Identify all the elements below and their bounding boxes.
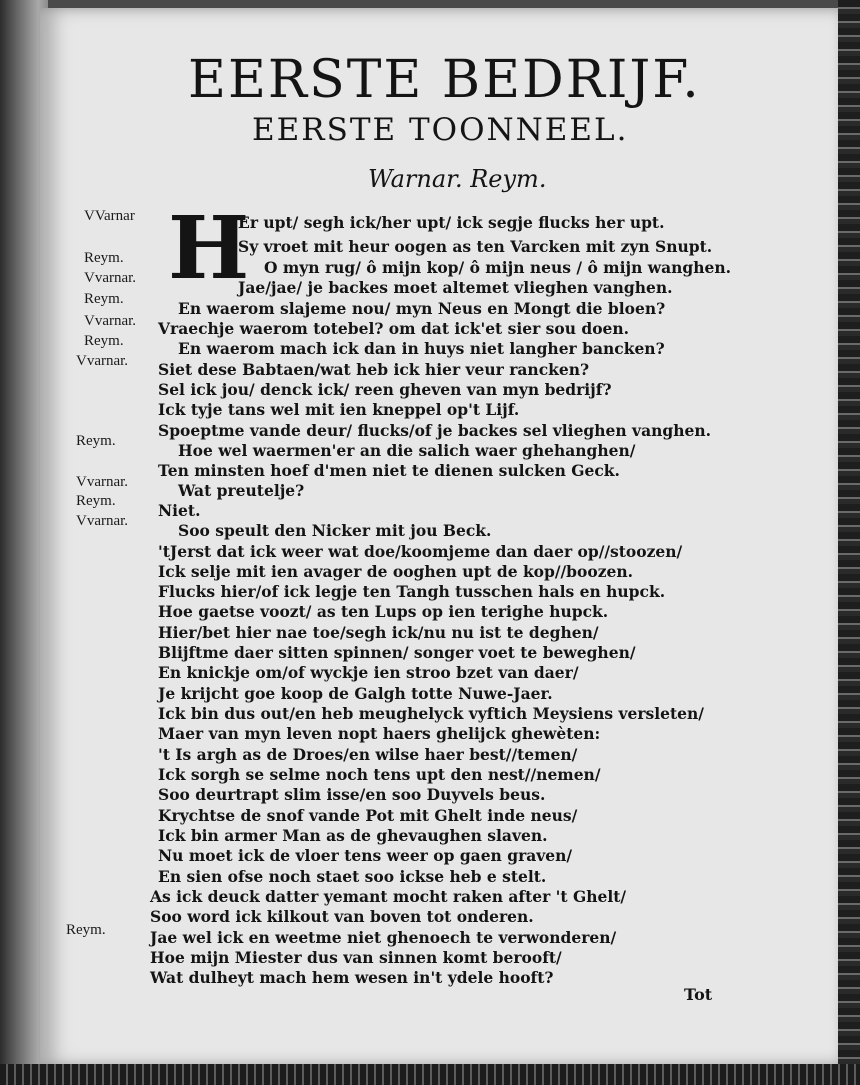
verse-line: Siet dese Babtaen/wat heb ick hier veur rancken? — [158, 360, 590, 379]
speaker-label: Vvarnar. — [76, 353, 129, 369]
speaker-label: Reym. — [84, 333, 124, 349]
act-title: EERSTE BEDRIJF. — [188, 50, 701, 110]
speaker-label: Reym. — [66, 922, 106, 938]
verse-line: Ick selje mit ien avager de ooghen upt de kop//boozen. — [158, 562, 634, 581]
speaker-label: Reym. — [76, 433, 116, 449]
speaker-label: Vvarnar. — [76, 474, 129, 490]
verse-line: Soo word ick kilkout van boven tot onderen. — [150, 907, 534, 926]
verse-line: O myn rug/ ô mijn kop/ ô mijn neus / ô mijn wanghen. — [264, 258, 732, 277]
verse-line: En waerom mach ick dan in huys niet langher bancken? — [178, 339, 665, 358]
verse-line: Er upt/ segh ick/her upt/ ick segje flucks her upt. — [238, 213, 665, 232]
scene-title: EERSTE TOONNEEL. — [252, 112, 629, 148]
verse-line: Ick bin armer Man as de ghevaughen slaven. — [158, 826, 548, 845]
cast-line: Warnar. Reym. — [368, 165, 547, 193]
verse-line: Soo speult den Nicker mit jou Beck. — [178, 521, 492, 540]
speaker-label: Reym. — [84, 291, 124, 307]
verse-line: Ten minsten hoef d'men niet te dienen sulcken Geck. — [158, 461, 620, 480]
speaker-label: Vvarnar. — [76, 513, 129, 529]
verse-line: En waerom slajeme nou/ myn Neus en Mongt die bloen? — [178, 299, 666, 318]
verse-line: Ick sorgh se selme noch tens upt den nest//nemen/ — [158, 765, 601, 784]
verse-line: Ick tyje tans wel mit ien kneppel op't Lijf. — [158, 400, 520, 419]
verse-line: Vraechje waerom totebel? om dat ick'et sier sou doen. — [158, 319, 630, 338]
verse-line: Niet. — [158, 501, 201, 520]
speaker-label: Reym. — [76, 493, 116, 509]
verse-line: Hoe wel waermen'er an die salich waer ghehanghen/ — [178, 441, 636, 460]
bottom-page-edge — [0, 1064, 860, 1085]
verse-line: Hoe gaetse voozt/ as ten Lups op ien terighe hupck. — [158, 602, 609, 621]
verse-line: Jae wel ick en weetme niet ghenoech te verwonderen/ — [150, 928, 617, 947]
verse-line: Sel ick jou/ denck ick/ reen gheven van myn bedrijf? — [158, 380, 612, 399]
verse-line: Wat preutelje? — [178, 481, 305, 500]
verse-line: Maer van myn leven nopt haers ghelijck ghewèten: — [158, 724, 601, 743]
verse-line: Jae/jae/ je backes moet altemet vlieghen vanghen. — [238, 278, 673, 297]
verse-line: Flucks hier/of ick legje ten Tangh tusschen hals en hupck. — [158, 582, 666, 601]
verse-line: Spoeptme vande deur/ flucks/of je backes sel vlieghen vanghen. — [158, 421, 712, 440]
drop-cap: H — [168, 198, 250, 299]
verse-line: Hoe mijn Miester dus van sinnen komt berooft/ — [150, 948, 562, 967]
verse-line: Krychtse de snof vande Pot mit Ghelt inde neus/ — [158, 806, 578, 825]
verse-line: En sien ofse noch staet soo ickse heb e stelt. — [158, 867, 547, 886]
verse-line: Sy vroet mit heur oogen as ten Varcken mit zyn Snupt. — [238, 237, 713, 256]
verse-line: En knickje om/of wyckje ien stroo bzet van daer/ — [158, 663, 579, 682]
speaker-label: Vvarnar. — [84, 313, 137, 329]
verse-line: Blijftme daer sitten spinnen/ songer voet te beweghen/ — [158, 643, 636, 662]
verse-line: Soo deurtrapt slim isse/en soo Duyvels beus. — [158, 785, 546, 804]
verse-line: Je krijcht goe koop de Galgh totte Nuwe-Jaer. — [158, 684, 553, 703]
verse-line: Hier/bet hier nae toe/segh ick/nu nu ist te deghen/ — [158, 623, 599, 642]
verse-line: Ick bin dus out/en heb meughelyck vyftich Meysiens versleten/ — [158, 704, 704, 723]
catchword: Tot — [684, 985, 713, 1004]
speaker-label: VVarnar — [84, 208, 135, 224]
right-page-edge — [838, 0, 860, 1085]
speaker-label: Reym. — [84, 250, 124, 266]
verse-line: As ick deuck datter yemant mocht raken after 't Ghelt/ — [150, 887, 627, 906]
speaker-label: Vvarnar. — [84, 270, 137, 286]
verse-line: Nu moet ick de vloer tens weer op gaen graven/ — [158, 846, 573, 865]
verse-line: 'tJerst dat ick weer wat doe/koomjeme dan daer op//stoozen/ — [158, 542, 683, 561]
verse-line: Wat dulheyt mach hem wesen in't ydele hooft? — [150, 968, 554, 987]
verse-line: 't Is argh as de Droes/en wilse haer best//temen/ — [158, 745, 578, 764]
